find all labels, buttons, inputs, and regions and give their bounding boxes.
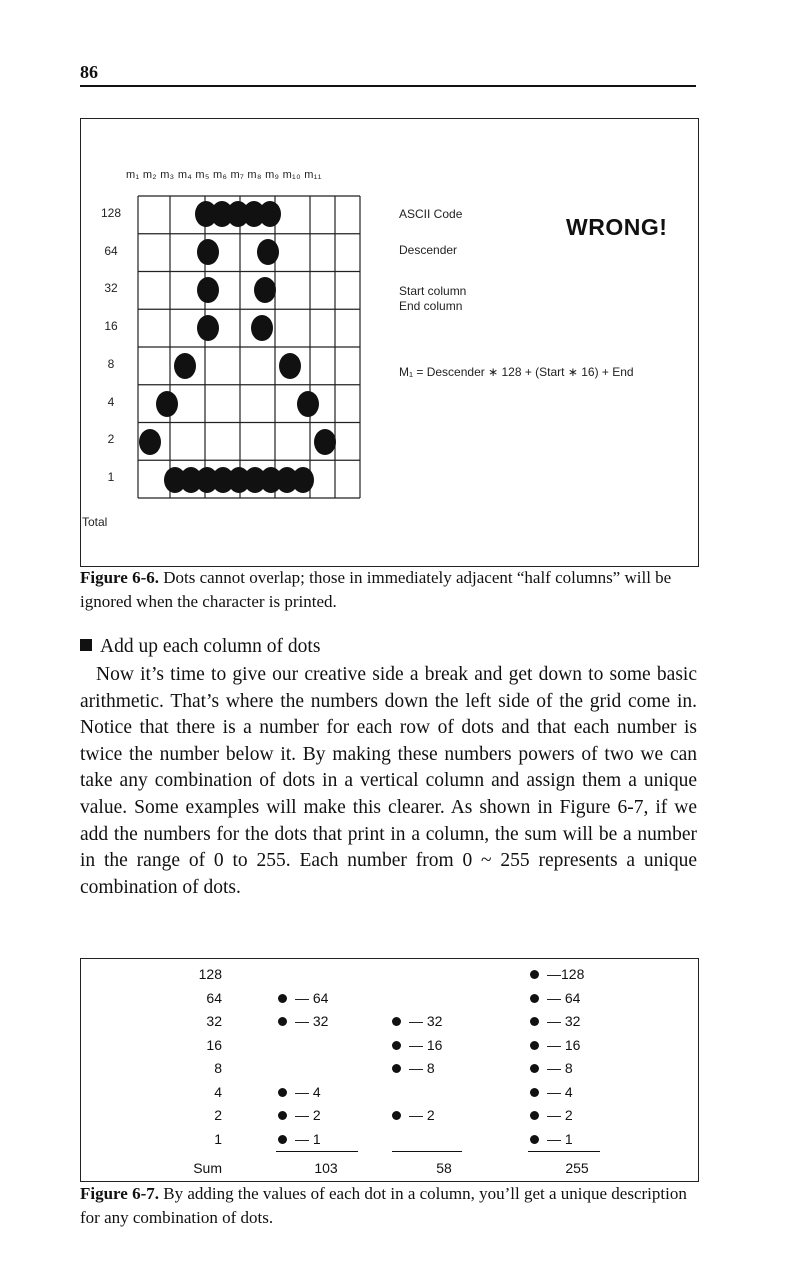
fig7-sum-label: Sum bbox=[193, 1160, 222, 1176]
fig7-entry bbox=[530, 990, 580, 1006]
print-dot bbox=[292, 467, 314, 493]
fig7-entry-value: — 16 bbox=[409, 1036, 443, 1053]
fig7-entry-value: — 4 bbox=[547, 1083, 573, 1100]
dot-icon bbox=[530, 1111, 539, 1120]
row-value-label: 2 bbox=[107, 432, 115, 447]
fig7-entry bbox=[278, 990, 328, 1006]
fig7-entry-value: — 1 bbox=[547, 1130, 573, 1147]
figure-6-6-caption bbox=[80, 566, 700, 614]
print-dot bbox=[139, 429, 161, 455]
dot-icon bbox=[278, 994, 287, 1003]
row-value-label: 64 bbox=[104, 243, 118, 258]
print-dot bbox=[297, 391, 319, 417]
column-labels: m₁ m₂ m₃ m₄ m₅ m₆ m₇ m₈ m₉ m₁₀ m₁₁ bbox=[126, 169, 322, 181]
fig7-row-value: 64 bbox=[206, 989, 222, 1006]
figure-6-7-label: Figure 6-7. bbox=[80, 1184, 160, 1203]
dot-icon bbox=[392, 1111, 401, 1120]
row-value-label: 16 bbox=[104, 319, 118, 334]
fig7-row-value: 32 bbox=[206, 1013, 222, 1029]
fig7-row-value: 4 bbox=[214, 1083, 222, 1100]
row-value-label: 8 bbox=[107, 356, 115, 371]
fig7-entry bbox=[392, 1037, 442, 1053]
print-dot bbox=[197, 239, 219, 265]
fig7-entry-value: — 2 bbox=[295, 1107, 321, 1123]
note-start: Start column bbox=[399, 284, 467, 298]
dot-icon bbox=[530, 1064, 539, 1073]
figure-6-7-caption bbox=[80, 1182, 700, 1230]
fig7-entry-value: —128 bbox=[547, 966, 585, 982]
fig7-entry bbox=[530, 1107, 573, 1123]
print-dot bbox=[254, 277, 276, 303]
dot-icon bbox=[278, 1111, 287, 1120]
fig7-sum-value: 58 bbox=[436, 1160, 452, 1176]
dot-icon bbox=[278, 1017, 287, 1026]
fig7-entry bbox=[392, 1060, 435, 1076]
fig7-entry-value: — 32 bbox=[547, 1013, 581, 1029]
dot-icon bbox=[530, 1041, 539, 1050]
fig7-entry bbox=[530, 1013, 580, 1029]
fig7-entry bbox=[278, 1084, 321, 1100]
figure-6-6-label: Figure 6-6. bbox=[80, 568, 160, 587]
print-dot bbox=[279, 353, 301, 379]
note-ascii: ASCII Code bbox=[399, 207, 463, 221]
fig7-entry bbox=[530, 966, 584, 982]
fig7-row-value: 16 bbox=[206, 1036, 222, 1053]
fig7-entry bbox=[278, 1107, 321, 1123]
fig7-row-value: 2 bbox=[214, 1107, 222, 1123]
fig7-sum-rule bbox=[392, 1151, 462, 1152]
note-formula: M₁ = Descender ∗ 128 + (Start ∗ 16) + End bbox=[399, 365, 634, 379]
dot-icon bbox=[392, 1041, 401, 1050]
fig7-row-value: 128 bbox=[198, 966, 222, 982]
fig7-entry-value: — 1 bbox=[295, 1130, 321, 1147]
fig7-sum-rule bbox=[528, 1151, 600, 1152]
fig7-entry-value: — 8 bbox=[547, 1060, 573, 1076]
figure-6-6-text: Dots cannot overlap; those in immediately adjacent “half columns” will be ignored when the character is printed. bbox=[80, 568, 672, 611]
note-end: End column bbox=[399, 299, 463, 313]
row-value-label: 4 bbox=[107, 394, 115, 409]
print-dot bbox=[174, 353, 196, 379]
section-heading bbox=[80, 636, 320, 658]
fig7-entry bbox=[530, 1084, 573, 1100]
fig7-entry-value: — 16 bbox=[547, 1036, 581, 1053]
fig7-entry-value: — 2 bbox=[547, 1107, 573, 1123]
fig7-row-value: 8 bbox=[214, 1060, 222, 1076]
dot-icon bbox=[530, 994, 539, 1003]
fig7-entry bbox=[392, 1013, 442, 1029]
fig7-entry bbox=[392, 1107, 435, 1123]
fig7-entry bbox=[530, 1060, 573, 1076]
total-label: Total bbox=[82, 515, 108, 529]
row-value-label: 1 bbox=[107, 470, 115, 485]
dot-icon bbox=[530, 1017, 539, 1026]
fig7-entry bbox=[530, 1037, 580, 1053]
dot-icon bbox=[278, 1135, 287, 1144]
print-dot bbox=[251, 315, 273, 341]
page-number: 86 bbox=[80, 62, 98, 82]
print-dot bbox=[197, 277, 219, 303]
fig7-row-value: 1 bbox=[214, 1130, 222, 1147]
row-value-label: 128 bbox=[100, 205, 122, 220]
fig7-entry bbox=[278, 1013, 328, 1029]
print-dot bbox=[314, 429, 336, 455]
dot-icon bbox=[278, 1088, 287, 1097]
fig7-entry-value: — 32 bbox=[409, 1013, 443, 1029]
dot-icon bbox=[392, 1064, 401, 1073]
fig7-entry bbox=[278, 1131, 321, 1147]
print-dot bbox=[156, 391, 178, 417]
fig7-entry-value: — 8 bbox=[409, 1060, 435, 1076]
row-value-label: 32 bbox=[104, 281, 118, 296]
note-descender: Descender bbox=[399, 243, 458, 257]
wrong-stamp: WRONG! bbox=[566, 214, 668, 240]
fig7-entry bbox=[530, 1131, 573, 1147]
fig7-entry-value: — 2 bbox=[409, 1107, 435, 1123]
fig7-sum-value: 103 bbox=[314, 1160, 338, 1176]
fig7-entry-value: — 64 bbox=[547, 989, 581, 1006]
dot-icon bbox=[530, 1135, 539, 1144]
print-dot bbox=[259, 201, 281, 227]
dot-icon bbox=[530, 970, 539, 979]
fig7-sum-value: 255 bbox=[565, 1160, 589, 1176]
print-dot bbox=[197, 315, 219, 341]
bullet-square-icon bbox=[80, 639, 92, 651]
fig7-entry-value: — 4 bbox=[295, 1083, 321, 1100]
dot-icon bbox=[530, 1088, 539, 1097]
fig7-entry-value: — 64 bbox=[295, 989, 329, 1006]
section-paragraph: Now it’s time to give our creative side a break and get down to some basic arithmetic. That’s where the numbers down the left side of the grid come in. Notice that there is a number for each row of dots and that each number is twice the number below it. By making these numbers powers of two we can take any combination of dots in a vertical column and assign them a unique value. Some examples will make this clearer. As shown in Figure 6-7, if we add the numbers for the dots that print in a column, the sum will be a number in the range of 0 to 255. Each number from 0 ~ 255 represents a unique combination of dots. bbox=[80, 664, 697, 898]
print-dot bbox=[257, 239, 279, 265]
figure-6-7-text: By adding the values of each dot in a column, you’ll get a unique description for any combination of dots. bbox=[80, 1184, 687, 1227]
figure-6-7-frame bbox=[80, 958, 699, 1182]
fig7-sum-rule bbox=[276, 1151, 358, 1152]
section-heading-text: Add up each column of dots bbox=[100, 636, 321, 657]
dot-icon bbox=[392, 1017, 401, 1026]
fig7-entry-value: — 32 bbox=[295, 1013, 329, 1029]
